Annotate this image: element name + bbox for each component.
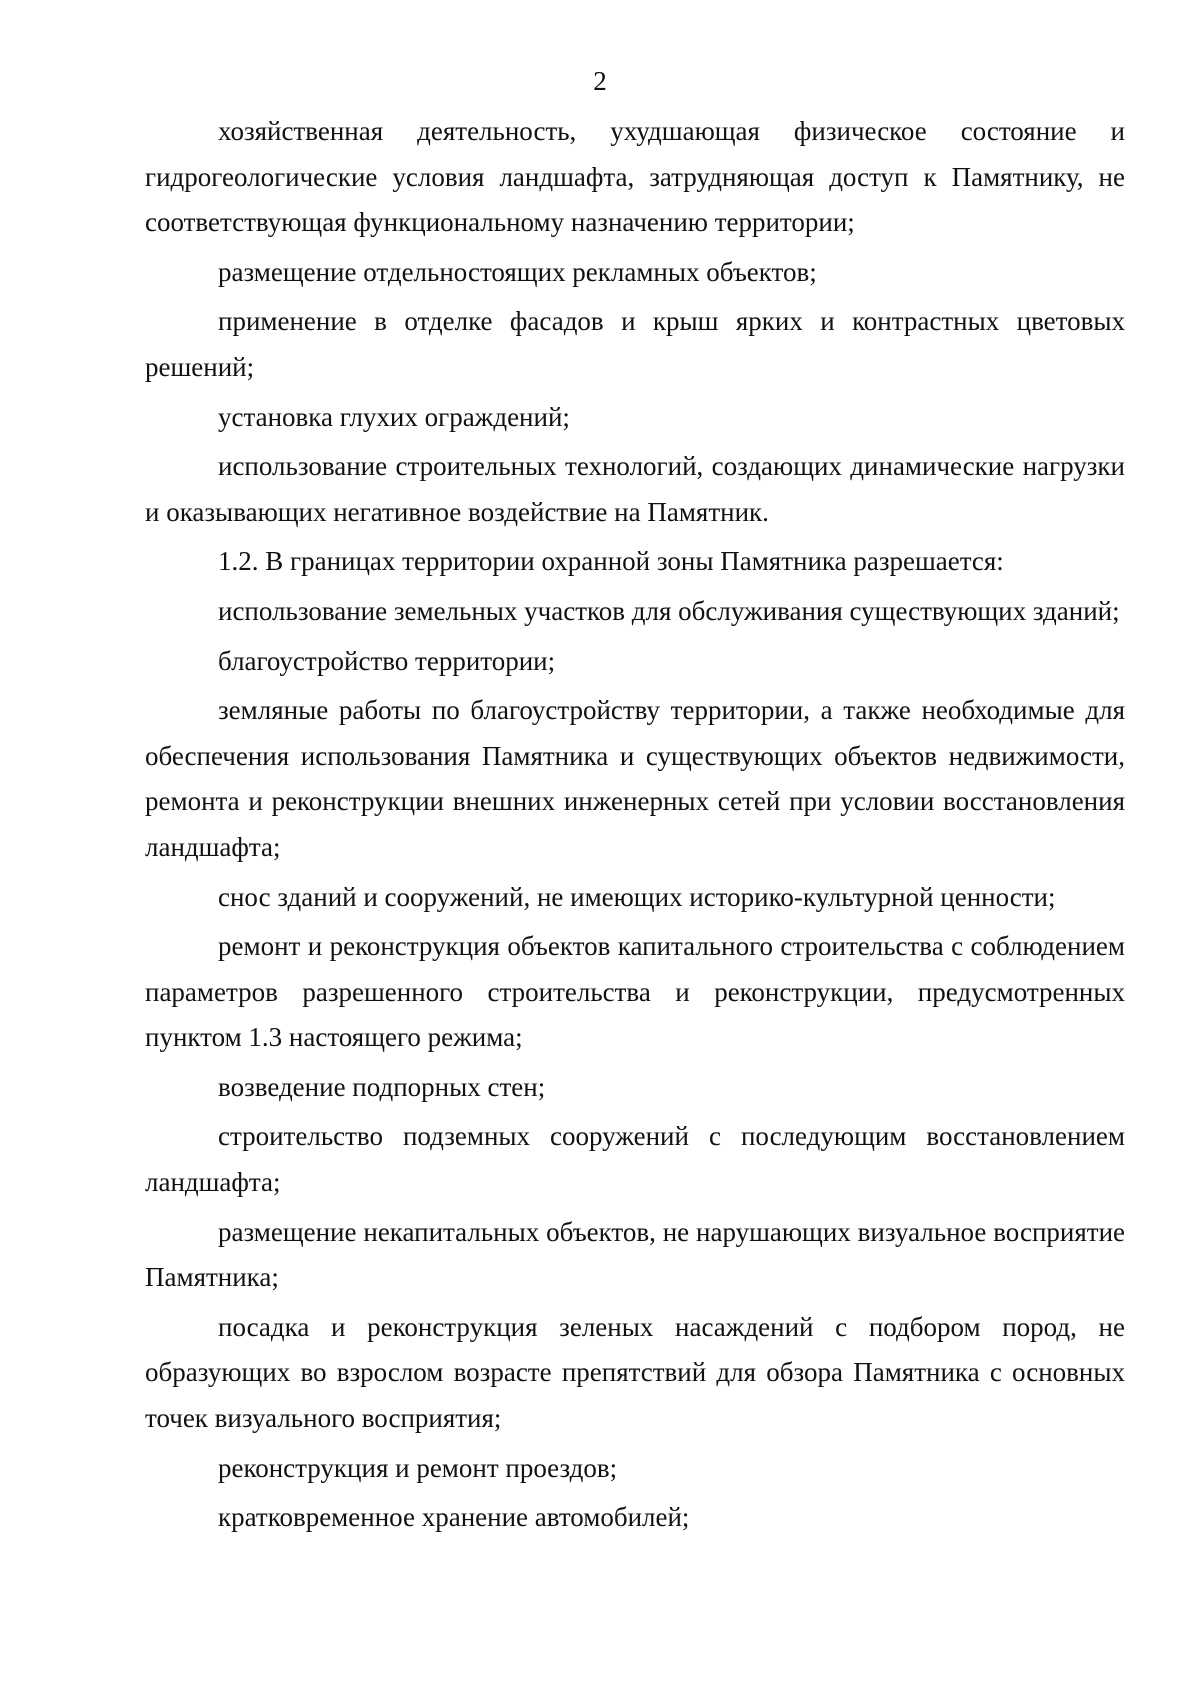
paragraph: реконструкция и ремонт проездов; — [218, 1452, 618, 1483]
paragraph: посадка и реконструкция зеленых насаждений с подбором пород, не образующих во взрослом возрасте препятствий для обзора Памятника с основных точек визуального восприятия; — [145, 1311, 1125, 1434]
paragraph: применение в отделке фасадов и крыш ярких и контрастных цветовых решений; — [145, 306, 1125, 382]
paragraph: использование строительных технологий, создающих динамические нагрузки и оказывающих негативное воздействие на Памятник. — [145, 451, 1125, 527]
paragraph: размещение некапитальных объектов, не нарушающих визуальное восприятие Памятника; — [145, 1216, 1125, 1293]
paragraph: земляные работы по благоустройству территории, а также необходимые для обеспечения использования Памятника и существующих объектов недвижимости, ремонта и реконструкции внешних инженерных сетей при условии восстановления ландшафта; — [145, 695, 1125, 862]
paragraph: ремонт и реконструкция объектов капитального строительства с соблюдением параметров разрешенного строительства и реконструкции, предусмотренных пунктом 1.3 настоящего режима; — [145, 931, 1125, 1053]
paragraph: использование земельных участков для обслуживания существующих зданий; — [218, 595, 1120, 626]
paragraph: снос зданий и сооружений, не имеющих историко-культурной ценности; — [218, 881, 1056, 912]
paragraph: кратковременное хранение автомобилей; — [218, 1502, 690, 1533]
section-heading: 1.2. В границах территории охранной зоны Памятника разрешается: — [218, 546, 1004, 577]
paragraph: установка глухих ограждений; — [218, 401, 570, 432]
paragraph: хозяйственная деятельность, ухудшающая физическое состояние и гидрогеологические условия ландшафта, затрудняющая доступ к Памятнику, не соответствующая функциональному назначению территории; — [145, 116, 1125, 238]
document-body — [145, 109, 1125, 1545]
paragraph: возведение подпорных стен; — [218, 1071, 546, 1102]
page-number: 2 — [593, 66, 607, 96]
paragraph: благоустройство территории; — [218, 645, 556, 676]
paragraph: строительство подземных сооружений с последующим восстановлением ландшафта; — [145, 1121, 1125, 1198]
paragraph: размещение отдельностоящих рекламных объектов; — [218, 256, 817, 287]
